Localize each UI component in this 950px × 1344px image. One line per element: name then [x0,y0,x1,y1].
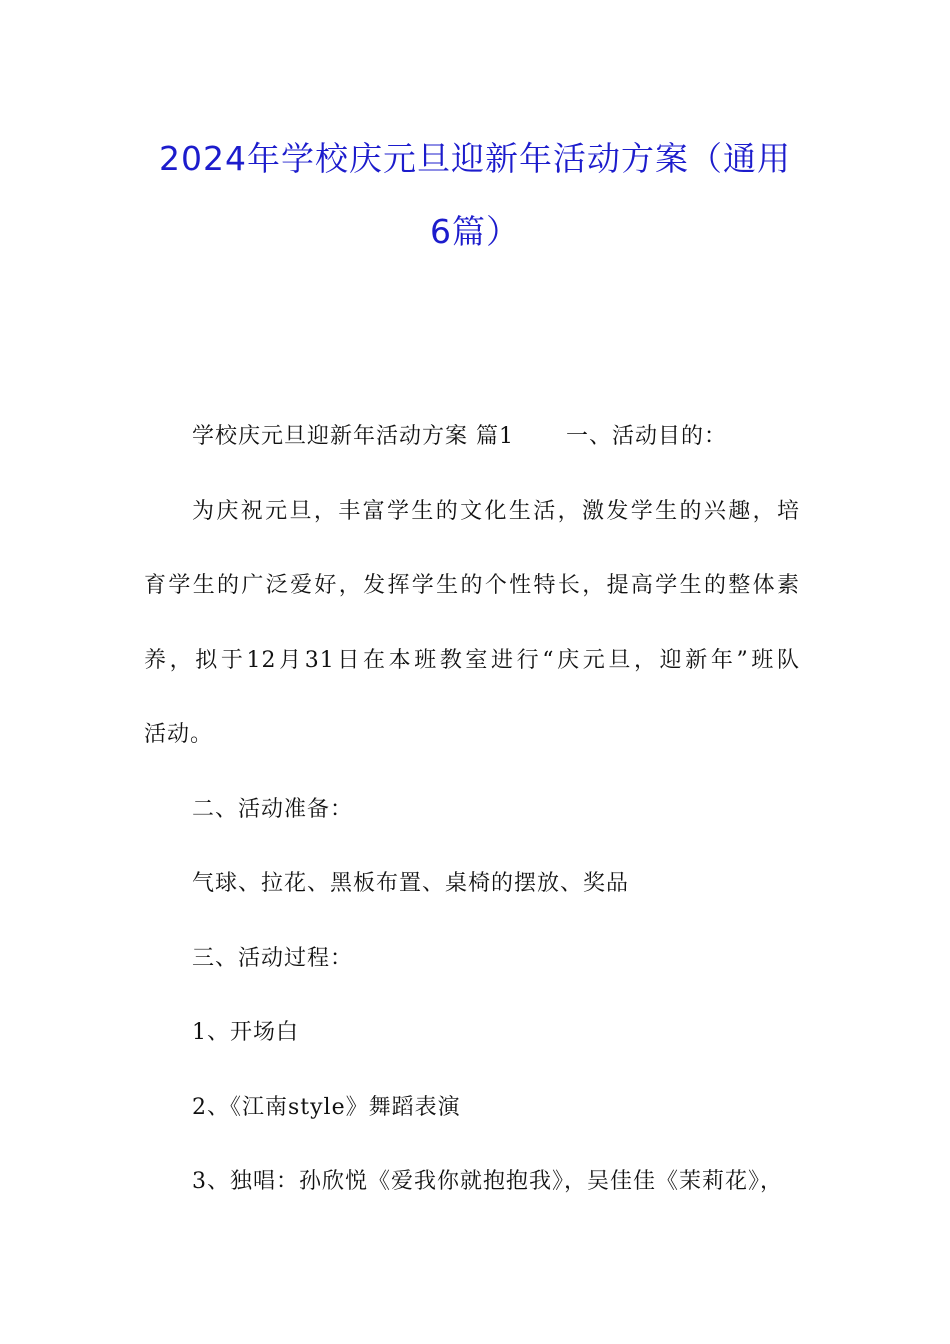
list-item-1: 1、开场白 [192,1020,299,1045]
document-title-line-1: 2024年学校庆元旦迎新年活动方案（通用 [159,139,791,178]
document-title-line-2: 6篇） [430,212,520,251]
section-1-heading: 一、活动目的： [566,424,728,449]
paragraph-1-line-2: 育学生的广泛爱好，发挥学生的个性特长，提高学生的整体素 [144,573,800,598]
section-2-body: 气球、拉花、黑板布置、桌椅的摆放、奖品 [192,871,630,896]
section-2-heading: 二、活动准备： [192,797,354,822]
list-item-2: 2、《江南style》舞蹈表演 [192,1095,461,1120]
section-3-heading: 三、活动过程： [192,946,354,971]
list-item-3: 3、独唱：孙欣悦《爱我你就抱抱我》，吴佳佳《茉莉花》， [192,1169,783,1194]
paragraph-1-line-4: 活动。 [144,722,214,747]
chapter-heading-row [192,422,727,452]
paragraph-1-line-1: 为庆祝元旦，丰富学生的文化生活，激发学生的兴趣，培 [192,499,800,524]
paragraph-1-line-3: 养，拟于12月31日在本班教室进行“庆元旦，迎新年”班队 [144,648,800,673]
chapter-heading: 学校庆元旦迎新年活动方案 篇1 [192,424,514,449]
